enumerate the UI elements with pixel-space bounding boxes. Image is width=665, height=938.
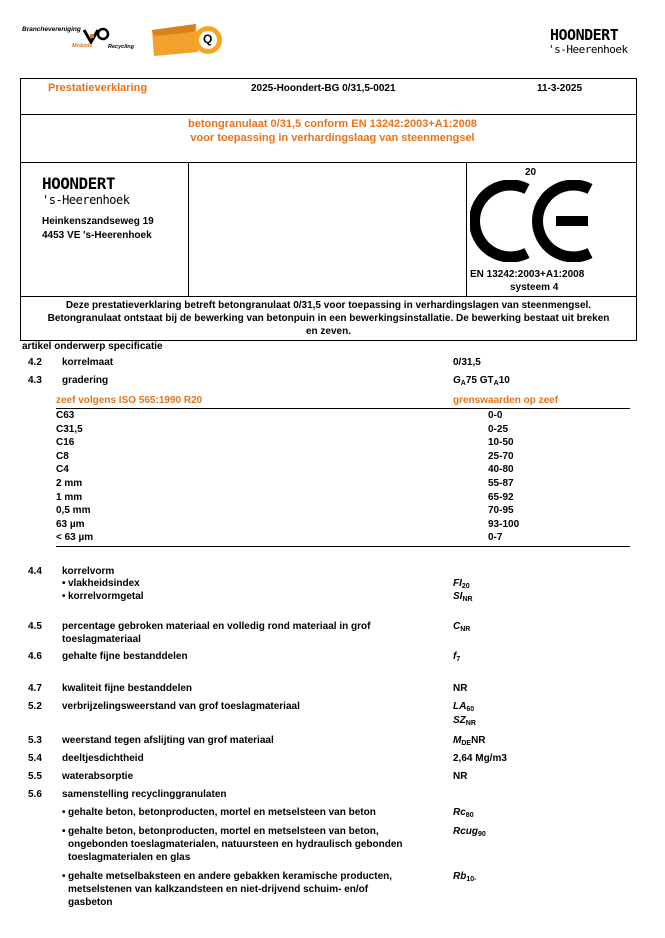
sieve-limit: 40-80	[488, 464, 514, 476]
sieve-limit: 25-70	[488, 450, 514, 462]
spec-subject: korrelvorm	[62, 566, 115, 577]
symbol: 75 GT	[465, 375, 494, 386]
symbol: NR	[471, 735, 486, 746]
symbol-sub: 10-	[466, 876, 477, 883]
spec-value	[453, 651, 460, 662]
spec-bullet-text: gasbeton	[68, 897, 113, 908]
spec-bullet-text: • gehalte metselbaksteen en andere gebakken keramische producten,	[68, 870, 392, 883]
table-border	[20, 162, 637, 163]
sieve-limit: 10-50	[488, 437, 514, 449]
spec-bullet-text: • vlakheidsindex	[68, 578, 140, 589]
spec-bullet-text: • korrelvormgetal	[68, 591, 144, 602]
company-logo-place: 's-Heerenhoek	[42, 193, 130, 207]
symbol-sub: NR	[460, 626, 471, 633]
sieve-size: 2 mm	[56, 478, 83, 489]
company-street: Heinkenszandseweg 19	[42, 216, 154, 227]
sieve-size: 1 mm	[56, 491, 83, 503]
ce-mark-icon	[470, 180, 600, 262]
spec-subject: toeslagmateriaal	[62, 634, 141, 645]
symbol-sub: 90	[478, 831, 486, 838]
spec-value	[453, 735, 486, 746]
spec-value	[453, 825, 486, 838]
spec-subject: verbrijzelingsweerstand van grof toeslagmateriaal	[62, 701, 300, 712]
spec-number: 5.2	[28, 701, 42, 712]
recycling-mark-icon	[82, 26, 110, 44]
logo-text: Branchevereniging	[22, 26, 81, 33]
symbol-sub: 60	[466, 706, 475, 713]
company-postal: 4453 VE 's-Heerenhoek	[42, 230, 152, 241]
symbol: SI	[453, 591, 463, 602]
spec-subject: waterabsorptie	[62, 771, 134, 782]
rule	[56, 408, 630, 409]
table-border	[20, 296, 637, 297]
symbol-sub: A	[460, 380, 466, 387]
spec-value: 2,64 Mg/m3	[453, 753, 507, 764]
sieve-size: C63	[56, 410, 75, 421]
sieve-limit: 55-87	[488, 478, 514, 489]
symbol-sub: DE	[461, 740, 472, 747]
symbol: LA	[453, 701, 467, 712]
symbol-sub: NR	[462, 596, 473, 603]
spec-number: 4.3	[28, 375, 42, 386]
spec-value: NR	[453, 771, 468, 782]
spec-value	[453, 870, 476, 883]
ce-system: systeem 4	[510, 282, 559, 293]
symbol-sub: 20	[461, 583, 470, 590]
spec-bullet-text: • gehalte beton, betonproducten, mortel en metselsteen van beton	[68, 807, 376, 818]
spec-subject: gradering	[62, 375, 109, 386]
symbol: G	[453, 375, 461, 386]
company-logo-name: HOONDERT	[42, 174, 116, 193]
rule	[56, 546, 630, 547]
sieve-limit: 93-100	[488, 518, 520, 530]
sieve-size: 0,5 mm	[56, 505, 91, 517]
spec-subject: kwaliteit fijne bestanddelen	[62, 683, 193, 694]
logo-text: HOONDERT	[550, 26, 619, 44]
table-border	[20, 78, 637, 79]
ce-year: 20	[525, 167, 537, 178]
sieve-column-header: zeef volgens ISO 565:1990 R20	[56, 395, 203, 406]
sieve-limit: 70-95	[488, 505, 514, 517]
symbol-sub: 80	[465, 812, 474, 819]
spec-value	[453, 701, 474, 712]
limits-column-header: grenswaarden op zeef	[453, 395, 559, 406]
spec-subject: gehalte fijne bestanddelen	[62, 651, 188, 662]
sieve-size: C8	[56, 450, 69, 462]
spec-subject: deeltjesdichtheid	[62, 753, 144, 764]
spec-value	[453, 375, 510, 386]
spec-number: 5.5	[28, 771, 42, 782]
symbol: Rcug	[453, 826, 478, 837]
spec-bullet-text: metselstenen van kalkzandsteen en niet-drijvend schuim- en/of	[68, 884, 369, 895]
spec-number: 4.5	[28, 621, 42, 632]
sieve-limit: 0-0	[488, 410, 503, 421]
symbol: Rb	[453, 871, 467, 882]
spec-value	[453, 807, 474, 818]
brancheorganisatie-logo	[22, 24, 142, 56]
sieve-limit: 0-25	[488, 423, 509, 435]
description-line: en zeven.	[305, 326, 352, 337]
sieve-size: 63 µm	[56, 518, 85, 530]
spec-value: NR	[453, 683, 468, 694]
symbol-sub: 7	[456, 656, 461, 663]
spec-value	[453, 715, 476, 726]
spec-number: 5.3	[28, 735, 42, 746]
symbol: FI	[453, 578, 462, 589]
document-date: 11-3-2025	[537, 83, 583, 94]
document-number: 2025-Hoondert-BG 0/31,5-0021	[251, 83, 396, 94]
table-border	[188, 162, 189, 296]
logo-text: 's-Heerenhoek	[548, 43, 628, 56]
description	[20, 299, 637, 338]
spec-value: 0/31,5	[453, 357, 481, 368]
quality-badge-icon	[150, 22, 225, 58]
symbol: SZ	[453, 715, 466, 726]
document-title: Prestatieverklaring	[48, 82, 148, 94]
sieve-size: C16	[56, 437, 75, 449]
symbol: 10	[498, 375, 510, 386]
spec-subject: percentage gebroken materiaal en volledig rond materiaal in grof	[62, 621, 371, 632]
description-line: Deze prestatieverklaring betreft betongranulaat 0/31,5 voor toepassing in verhardingslagen van steenmengsel.	[65, 300, 592, 311]
quality-logo	[150, 22, 225, 58]
logo-text: Mobiele	[72, 43, 93, 49]
ce-standard: EN 13242:2003+A1:2008	[470, 269, 585, 280]
sieve-limit: 0-7	[488, 532, 503, 544]
spec-number: 5.6	[28, 789, 42, 800]
spec-number: 4.7	[28, 683, 42, 694]
sieve-size: C4	[56, 464, 69, 476]
symbol: Rc	[453, 807, 466, 818]
table-border	[20, 114, 637, 115]
spec-header: artikel onderwerp specificatie	[22, 341, 163, 352]
sieve-limit: 65-92	[488, 491, 514, 503]
logo-text: Q	[203, 32, 213, 46]
symbol: f	[453, 651, 457, 662]
spec-subject: samenstelling recyclinggranulaten	[62, 789, 227, 800]
spec-value	[453, 591, 473, 602]
description-line: Betongranulaat ontstaat bij de bewerking van betonpuin in een bewerkingsinstallatie. De bewerking bestaat uit breken	[47, 313, 610, 324]
product-title: betongranulaat 0/31,5 conform EN 13242:2003+A1:2008	[188, 118, 477, 130]
spec-bullet-text: toeslagmaterialen en glas	[68, 852, 191, 863]
spec-value	[453, 620, 470, 633]
spec-number: 4.4	[28, 566, 42, 577]
table-border	[466, 162, 467, 296]
spec-bullet-text: • gehalte beton, betonproducten, mortel en metselsteen van beton,	[68, 825, 379, 838]
spec-number: 4.2	[28, 357, 42, 368]
spec-subject: korrelmaat	[62, 357, 114, 368]
spec-number: 4.6	[28, 651, 42, 662]
symbol: C	[453, 621, 461, 632]
spec-value	[453, 578, 470, 589]
spec-number: 5.4	[28, 753, 42, 764]
logo-text: Recycling	[108, 44, 134, 50]
hoondert-logo	[548, 26, 646, 62]
symbol-sub: NR	[465, 720, 476, 727]
product-application: voor toepassing in verhardingslaag van steenmengsel	[190, 132, 475, 144]
sieve-size: C31,5	[56, 423, 83, 435]
spec-subject: weerstand tegen afslijting van grof materiaal	[62, 735, 274, 746]
spec-bullet-text: ongebonden toeslagmaterialen, natuursteen en hydraulisch gebonden	[68, 839, 403, 850]
symbol: M	[453, 735, 462, 746]
sieve-size: < 63 µm	[56, 532, 94, 544]
symbol-sub: A	[493, 380, 499, 387]
